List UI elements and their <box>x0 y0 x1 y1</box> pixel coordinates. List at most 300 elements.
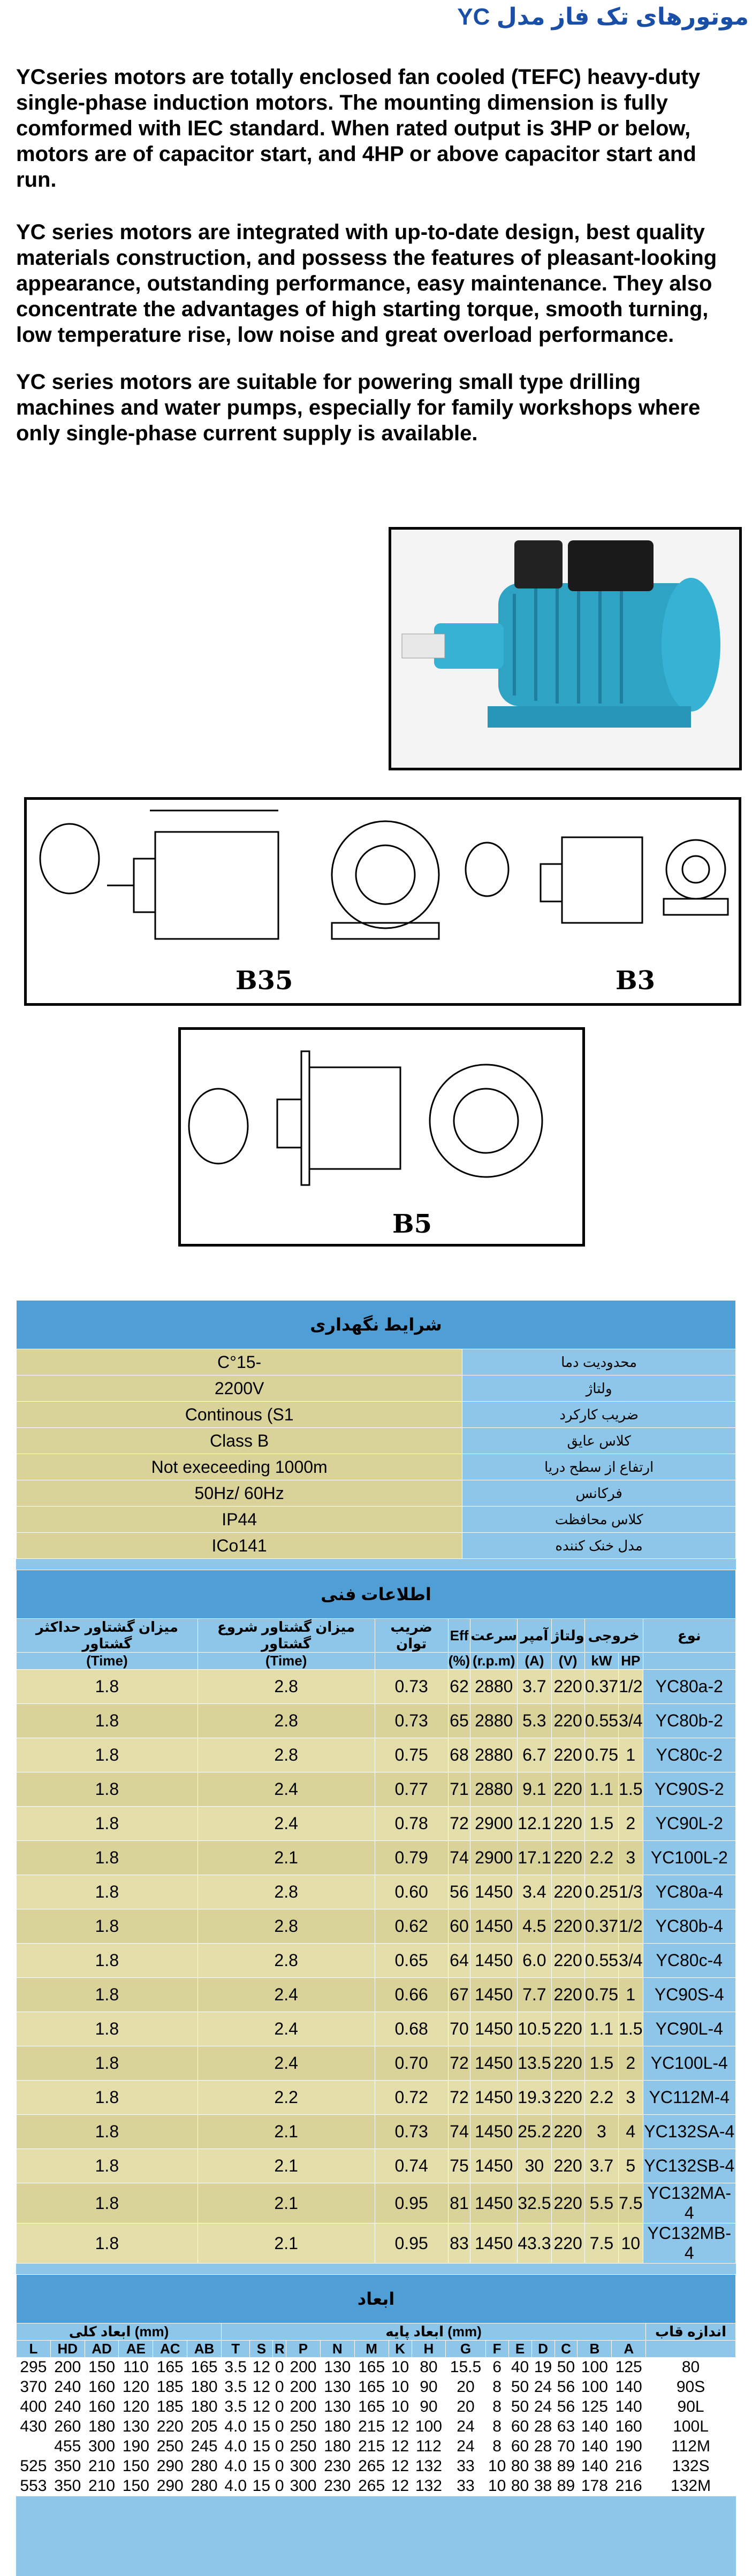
column-header: اندازه قاب <box>646 2323 736 2341</box>
table-cell: 28 <box>531 2417 554 2437</box>
table-cell: 0.66 <box>375 1978 448 2012</box>
table-cell: 300 <box>85 2437 119 2457</box>
table-cell: 0.95 <box>375 2183 448 2223</box>
table-cell: 130 <box>320 2358 354 2378</box>
column-header: AD <box>85 2341 119 2358</box>
table-cell: 0 <box>273 2417 286 2437</box>
table-cell: 0.77 <box>375 1772 448 1807</box>
table-cell: 3 <box>584 2115 618 2149</box>
header-row <box>17 1619 736 1653</box>
table-cell: 1.5 <box>584 2046 618 2081</box>
table-cell: 75 <box>448 2149 470 2183</box>
performance-title: اطلاعات فنی <box>17 1570 736 1619</box>
table-cell: 90L <box>646 2397 736 2417</box>
table-cell: 68 <box>448 1738 470 1772</box>
table-cell: 6.7 <box>518 1738 551 1772</box>
table-row <box>17 1349 736 1375</box>
table-cell: 3/4 <box>619 1704 643 1738</box>
table-cell: 1.8 <box>17 2012 198 2046</box>
table-cell: 220 <box>551 1909 584 1944</box>
condition-value: 50Hz/ 60Hz <box>17 1480 462 1507</box>
table-row <box>17 1454 736 1480</box>
table-cell: 80 <box>508 2457 531 2476</box>
table-cell: 10 <box>619 2223 643 2264</box>
table-cell: 24 <box>531 2378 554 2397</box>
table-cell: 350 <box>50 2476 85 2496</box>
table-cell: 19 <box>531 2358 554 2378</box>
table-cell: 2.8 <box>198 1944 375 1978</box>
table-cell: 165 <box>187 2358 222 2378</box>
condition-value: C°15- <box>17 1349 462 1375</box>
column-unit: (V) <box>551 1653 584 1670</box>
table-cell: 30 <box>518 2149 551 2183</box>
table-cell: 100 <box>578 2358 612 2378</box>
table-cell: 0 <box>273 2457 286 2476</box>
table-cell: 10 <box>485 2476 508 2496</box>
table-cell: 17.1 <box>518 1841 551 1875</box>
table-cell: 112M <box>646 2437 736 2457</box>
table-row <box>17 2378 736 2397</box>
table-cell: YC80a-2 <box>643 1670 735 1704</box>
table-cell: 24 <box>446 2417 485 2437</box>
table-cell: 165 <box>354 2358 389 2378</box>
table-cell: 2.2 <box>584 1841 618 1875</box>
column-header: ضریب توان <box>375 1619 448 1653</box>
table-cell: 70 <box>554 2437 578 2457</box>
table-cell: 0.62 <box>375 1909 448 1944</box>
table-cell: 2880 <box>470 1738 518 1772</box>
table-cell: 72 <box>448 1807 470 1841</box>
table-cell: 290 <box>153 2476 187 2496</box>
column-header: آمپر <box>518 1619 551 1653</box>
table-cell: 1 <box>619 1738 643 1772</box>
table-cell: 0.72 <box>375 2081 448 2115</box>
table-cell: 220 <box>551 2081 584 2115</box>
table-cell: 150 <box>119 2457 153 2476</box>
table-cell: 1450 <box>470 2149 518 2183</box>
table-cell: 90 <box>412 2378 446 2397</box>
table-cell: 5.5 <box>584 2183 618 2223</box>
table-cell: 1450 <box>470 1944 518 1978</box>
table-cell: 280 <box>187 2457 222 2476</box>
table-row <box>17 1807 736 1841</box>
table-cell: 160 <box>85 2397 119 2417</box>
table-cell: 0.95 <box>375 2223 448 2264</box>
table-cell: 165 <box>354 2397 389 2417</box>
table-cell: 67 <box>448 1978 470 2012</box>
table-cell: 12 <box>250 2378 273 2397</box>
table-cell: 2.8 <box>198 1704 375 1738</box>
spec-tables <box>16 1300 736 2576</box>
column-header: میزان گشتاور حداکثر گشتاور <box>17 1619 198 1653</box>
table-cell: 180 <box>187 2378 222 2397</box>
column-unit <box>375 1653 448 1670</box>
table-cell: 150 <box>85 2358 119 2378</box>
table-cell: 71 <box>448 1772 470 1807</box>
table-cell: 220 <box>551 1772 584 1807</box>
table-cell: 10 <box>389 2378 412 2397</box>
condition-value: Class B <box>17 1428 462 1454</box>
table-cell: 215 <box>354 2417 389 2437</box>
table-cell: 120 <box>119 2397 153 2417</box>
column-unit: (Time) <box>17 1653 198 1670</box>
column-header: سرعت <box>470 1619 518 1653</box>
table-cell: 260 <box>50 2417 85 2437</box>
table-cell: 89 <box>554 2476 578 2496</box>
table-row <box>17 1375 736 1402</box>
table-cell: 4.0 <box>221 2457 249 2476</box>
table-cell: 12 <box>389 2417 412 2437</box>
table-cell: YC90L-2 <box>643 1807 735 1841</box>
table-cell: 56 <box>554 2397 578 2417</box>
column-header: AC <box>153 2341 187 2358</box>
table-cell: 50 <box>508 2378 531 2397</box>
table-cell: 132S <box>646 2457 736 2476</box>
table-cell: 4.0 <box>221 2437 249 2457</box>
table-cell: 220 <box>551 2115 584 2149</box>
table-cell: 1.1 <box>584 2012 618 2046</box>
table-cell: 43.3 <box>518 2223 551 2264</box>
condition-label: ضریب کارکرد <box>462 1402 736 1428</box>
table-cell: 2.2 <box>198 2081 375 2115</box>
dimensions-table <box>16 2274 736 2496</box>
table-cell: YC112M-4 <box>643 2081 735 2115</box>
table-cell: 6.0 <box>518 1944 551 1978</box>
header-row <box>17 2323 736 2341</box>
table-cell: 1450 <box>470 2046 518 2081</box>
table-cell: 0.75 <box>584 1738 618 1772</box>
table-cell: 38 <box>531 2476 554 2496</box>
column-header: F <box>485 2341 508 2358</box>
table-cell: 245 <box>187 2437 222 2457</box>
table-cell <box>17 2437 51 2457</box>
column-header: S <box>250 2341 273 2358</box>
table-cell: 0.60 <box>375 1875 448 1909</box>
table-cell: 24 <box>531 2397 554 2417</box>
table-cell: 7.5 <box>584 2223 618 2264</box>
column-header: G <box>446 2341 485 2358</box>
table-cell: 1.8 <box>17 1944 198 1978</box>
table-cell: 24 <box>446 2437 485 2457</box>
table-cell: 130 <box>320 2397 354 2417</box>
table-cell: 4.0 <box>221 2417 249 2437</box>
table-cell: 2.4 <box>198 2046 375 2081</box>
table-cell: 220 <box>551 2183 584 2223</box>
column-header: AB <box>187 2341 222 2358</box>
table-cell: 33 <box>446 2457 485 2476</box>
table-cell: 20 <box>446 2397 485 2417</box>
table-cell: 215 <box>354 2437 389 2457</box>
table-cell: 0.37 <box>584 1670 618 1704</box>
table-cell: 190 <box>119 2437 153 2457</box>
column-header <box>646 2341 736 2358</box>
table-cell: YC80c-2 <box>643 1738 735 1772</box>
table-cell: 10 <box>389 2397 412 2417</box>
conditions-title: شرایط نگهداری <box>17 1301 736 1349</box>
table-cell: 200 <box>50 2358 85 2378</box>
table-cell: 74 <box>448 2115 470 2149</box>
table-cell: 180 <box>187 2397 222 2417</box>
table-cell: 56 <box>448 1875 470 1909</box>
table-cell: 295 <box>17 2358 51 2378</box>
table-cell: 0.78 <box>375 1807 448 1841</box>
table-cell: 2.1 <box>198 2183 375 2223</box>
table-cell: 1450 <box>470 2115 518 2149</box>
table-cell: 220 <box>551 2046 584 2081</box>
column-header: A <box>612 2341 646 2358</box>
table-cell: 72 <box>448 2046 470 2081</box>
table-cell: 1.8 <box>17 1738 198 1772</box>
table-row <box>17 2012 736 2046</box>
table-cell: 12 <box>250 2397 273 2417</box>
table-cell: 10 <box>485 2457 508 2476</box>
condition-value: Continous (S1 <box>17 1402 462 1428</box>
table-cell: 370 <box>17 2378 51 2397</box>
table-cell: 230 <box>320 2457 354 2476</box>
table-cell: 0.55 <box>584 1944 618 1978</box>
table-cell: 120 <box>119 2378 153 2397</box>
table-cell: 6 <box>485 2358 508 2378</box>
condition-label: ارتفاع از سطح دریا <box>462 1454 736 1480</box>
dimensions-title: ابعاد <box>17 2275 736 2323</box>
table-cell: 150 <box>119 2476 153 2496</box>
table-cell: 1.8 <box>17 2149 198 2183</box>
table-cell: 1.5 <box>619 2012 643 2046</box>
table-cell: 140 <box>578 2437 612 2457</box>
table-cell: 1.8 <box>17 1670 198 1704</box>
table-cell: YC100L-2 <box>643 1841 735 1875</box>
table-cell: 7.7 <box>518 1978 551 2012</box>
column-header: Eff <box>448 1619 470 1653</box>
table-cell: 81 <box>448 2183 470 2223</box>
table-cell: 100 <box>578 2378 612 2397</box>
condition-label: کلاس عایق <box>462 1428 736 1454</box>
table-row <box>17 1533 736 1559</box>
column-header: AE <box>119 2341 153 2358</box>
motor-photo <box>389 527 742 770</box>
table-cell: 1.8 <box>17 1807 198 1841</box>
mounting-drawing-b35-b3 <box>24 797 741 1006</box>
table-row <box>17 1841 736 1875</box>
table-cell: 125 <box>612 2358 646 2378</box>
table-cell: 1/2 <box>619 1909 643 1944</box>
table-cell: 165 <box>153 2358 187 2378</box>
usage-paragraph: YC series motors are suitable for powering small type drilling machines and water pumps, especially for family workshops where only single-phase current supply is available. <box>16 370 701 445</box>
table-cell: 10.5 <box>518 2012 551 2046</box>
table-cell: 100L <box>646 2417 736 2437</box>
table-cell: 190 <box>612 2437 646 2457</box>
table-cell: 132M <box>646 2476 736 2496</box>
table-cell: 140 <box>578 2417 612 2437</box>
table-cell: 4 <box>619 2115 643 2149</box>
table-row <box>17 1402 736 1428</box>
column-header: T <box>221 2341 249 2358</box>
table-cell: 3.7 <box>518 1670 551 1704</box>
table-cell: 19.3 <box>518 2081 551 2115</box>
table-cell: 65 <box>448 1704 470 1738</box>
table-cell: 0.68 <box>375 2012 448 2046</box>
table-cell: 350 <box>50 2457 85 2476</box>
table-row <box>17 1772 736 1807</box>
table-cell: 2.4 <box>198 1772 375 1807</box>
table-cell: 100 <box>412 2417 446 2437</box>
table-cell: 2.8 <box>198 1670 375 1704</box>
table-cell: 50 <box>508 2397 531 2417</box>
table-row <box>17 2115 736 2149</box>
table-cell: 250 <box>286 2417 321 2437</box>
table-cell: 265 <box>354 2457 389 2476</box>
table-cell: 240 <box>50 2397 85 2417</box>
table-cell: 525 <box>17 2457 51 2476</box>
table-cell: 80 <box>646 2358 736 2378</box>
table-cell: 0.75 <box>375 1738 448 1772</box>
intro-paragraph: YCseries motors are totally enclosed fan cooled (TEFC) heavy-duty single-phase induction motors. The mounting dimension is fully comformed with IEC standard. When rated output is 3HP or below, motors are of capacitor start, and 4HP or above capacitor start and run. <box>16 65 701 192</box>
table-row <box>17 1909 736 1944</box>
table-cell: 220 <box>551 2223 584 2264</box>
table-cell: 165 <box>354 2378 389 2397</box>
table-cell: 2.8 <box>198 1875 375 1909</box>
table-cell: 265 <box>354 2476 389 2496</box>
table-cell: 300 <box>286 2457 321 2476</box>
table-cell: 220 <box>551 2012 584 2046</box>
table-cell: 1.5 <box>584 1807 618 1841</box>
table-cell: 0.75 <box>584 1978 618 2012</box>
table-cell: 15 <box>250 2476 273 2496</box>
column-header: E <box>508 2341 531 2358</box>
table-cell: 220 <box>551 2149 584 2183</box>
column-header: H <box>412 2341 446 2358</box>
table-cell: 72 <box>448 2081 470 2115</box>
table-cell: 90S <box>646 2378 736 2397</box>
column-header: L <box>17 2341 51 2358</box>
table-cell: 90 <box>412 2397 446 2417</box>
column-unit: (r.p.m) <box>470 1653 518 1670</box>
table-row <box>17 2476 736 2496</box>
column-header: ولتاژ <box>551 1619 584 1653</box>
table-cell: 220 <box>551 1738 584 1772</box>
table-cell: 5 <box>619 2149 643 2183</box>
table-row <box>17 2358 736 2378</box>
table-cell: 1/2 <box>619 1670 643 1704</box>
table-cell: 220 <box>551 1841 584 1875</box>
table-cell: 2 <box>619 1807 643 1841</box>
table-cell: 15 <box>250 2417 273 2437</box>
table-cell: 3 <box>619 2081 643 2115</box>
table-cell: 112 <box>412 2437 446 2457</box>
table-cell: 430 <box>17 2417 51 2437</box>
column-header: C <box>554 2341 578 2358</box>
table-cell: 1.5 <box>619 1772 643 1807</box>
table-cell: 220 <box>551 1670 584 1704</box>
table-cell: 1.8 <box>17 2115 198 2149</box>
table-cell: 220 <box>153 2417 187 2437</box>
features-paragraph: YC series motors are integrated with up-to-date design, best quality materials construction, and possess the features of pleasant-looking appearance, outstanding performance, easy maintenance. They also concentrate the advantages of high starting torque, smooth turning, low temperature rise, low noise and great overload performance. <box>16 220 717 347</box>
mounting-drawing-b5 <box>178 1027 585 1247</box>
table-cell: 63 <box>554 2417 578 2437</box>
table-cell: 180 <box>320 2417 354 2437</box>
table-cell: 12 <box>389 2476 412 2496</box>
table-cell: 216 <box>612 2476 646 2496</box>
page-title: موتورهای تک فاز مدل YC <box>457 4 749 30</box>
table-cell: 1450 <box>470 1909 518 1944</box>
header-row <box>17 2341 736 2358</box>
table-cell: 74 <box>448 1841 470 1875</box>
table-cell: 553 <box>17 2476 51 2496</box>
column-header: خروجی <box>584 1619 643 1653</box>
table-cell: 1.8 <box>17 1909 198 1944</box>
table-cell: 60 <box>508 2417 531 2437</box>
table-cell: 2900 <box>470 1807 518 1841</box>
table-cell: 8 <box>485 2417 508 2437</box>
table-cell: YC90S-4 <box>643 1978 735 2012</box>
table-row <box>17 2183 736 2223</box>
table-cell: 290 <box>153 2457 187 2476</box>
table-cell: 2.4 <box>198 2012 375 2046</box>
column-header: HD <box>50 2341 85 2358</box>
table-cell: 200 <box>286 2378 321 2397</box>
column-header: B <box>578 2341 612 2358</box>
table-cell: 2.4 <box>198 1978 375 2012</box>
column-unit: kW <box>584 1653 618 1670</box>
table-cell: 56 <box>554 2378 578 2397</box>
table-cell: 1450 <box>470 2223 518 2264</box>
performance-table <box>16 1570 736 2264</box>
table-cell: 1 <box>619 1978 643 2012</box>
table-cell: 1450 <box>470 2183 518 2223</box>
table-cell: 250 <box>286 2437 321 2457</box>
table-cell: YC80b-4 <box>643 1909 735 1944</box>
table-cell: 0.25 <box>584 1875 618 1909</box>
table-cell: 140 <box>612 2378 646 2397</box>
table-cell: 8 <box>485 2378 508 2397</box>
table-cell: 0 <box>273 2378 286 2397</box>
column-header: نوع <box>643 1619 735 1653</box>
table-cell: 89 <box>554 2457 578 2476</box>
table-cell: 1450 <box>470 2081 518 2115</box>
b5-label: B5 <box>392 1209 432 1239</box>
table-cell: 200 <box>286 2397 321 2417</box>
table-cell: 110 <box>119 2358 153 2378</box>
table-cell: 64 <box>448 1944 470 1978</box>
table-cell: 200 <box>286 2358 321 2378</box>
column-unit: (Time) <box>198 1653 375 1670</box>
table-cell: 220 <box>551 1704 584 1738</box>
table-cell: 3.5 <box>221 2397 249 2417</box>
table-cell: 455 <box>50 2437 85 2457</box>
condition-label: محدودیت دما <box>462 1349 736 1375</box>
table-cell: 220 <box>551 1944 584 1978</box>
table-row <box>17 2457 736 2476</box>
table-cell: 140 <box>578 2457 612 2476</box>
table-row <box>17 1738 736 1772</box>
group-header: ابعاد پایه (mm) <box>221 2323 645 2341</box>
table-cell: 160 <box>612 2417 646 2437</box>
table-cell: 9.1 <box>518 1772 551 1807</box>
table-cell: 0.73 <box>375 1704 448 1738</box>
table-cell: 10 <box>389 2358 412 2378</box>
table-cell: 230 <box>320 2476 354 2496</box>
table-cell: 2.2 <box>584 2081 618 2115</box>
table-cell: 132 <box>412 2476 446 2496</box>
table-cell: 220 <box>551 1807 584 1841</box>
table-cell: 3.5 <box>221 2378 249 2397</box>
table-cell: 210 <box>85 2457 119 2476</box>
table-cell: 70 <box>448 2012 470 2046</box>
table-row <box>17 1670 736 1704</box>
table-cell: 3 <box>619 1841 643 1875</box>
table-row <box>17 1507 736 1533</box>
table-cell: 80 <box>412 2358 446 2378</box>
